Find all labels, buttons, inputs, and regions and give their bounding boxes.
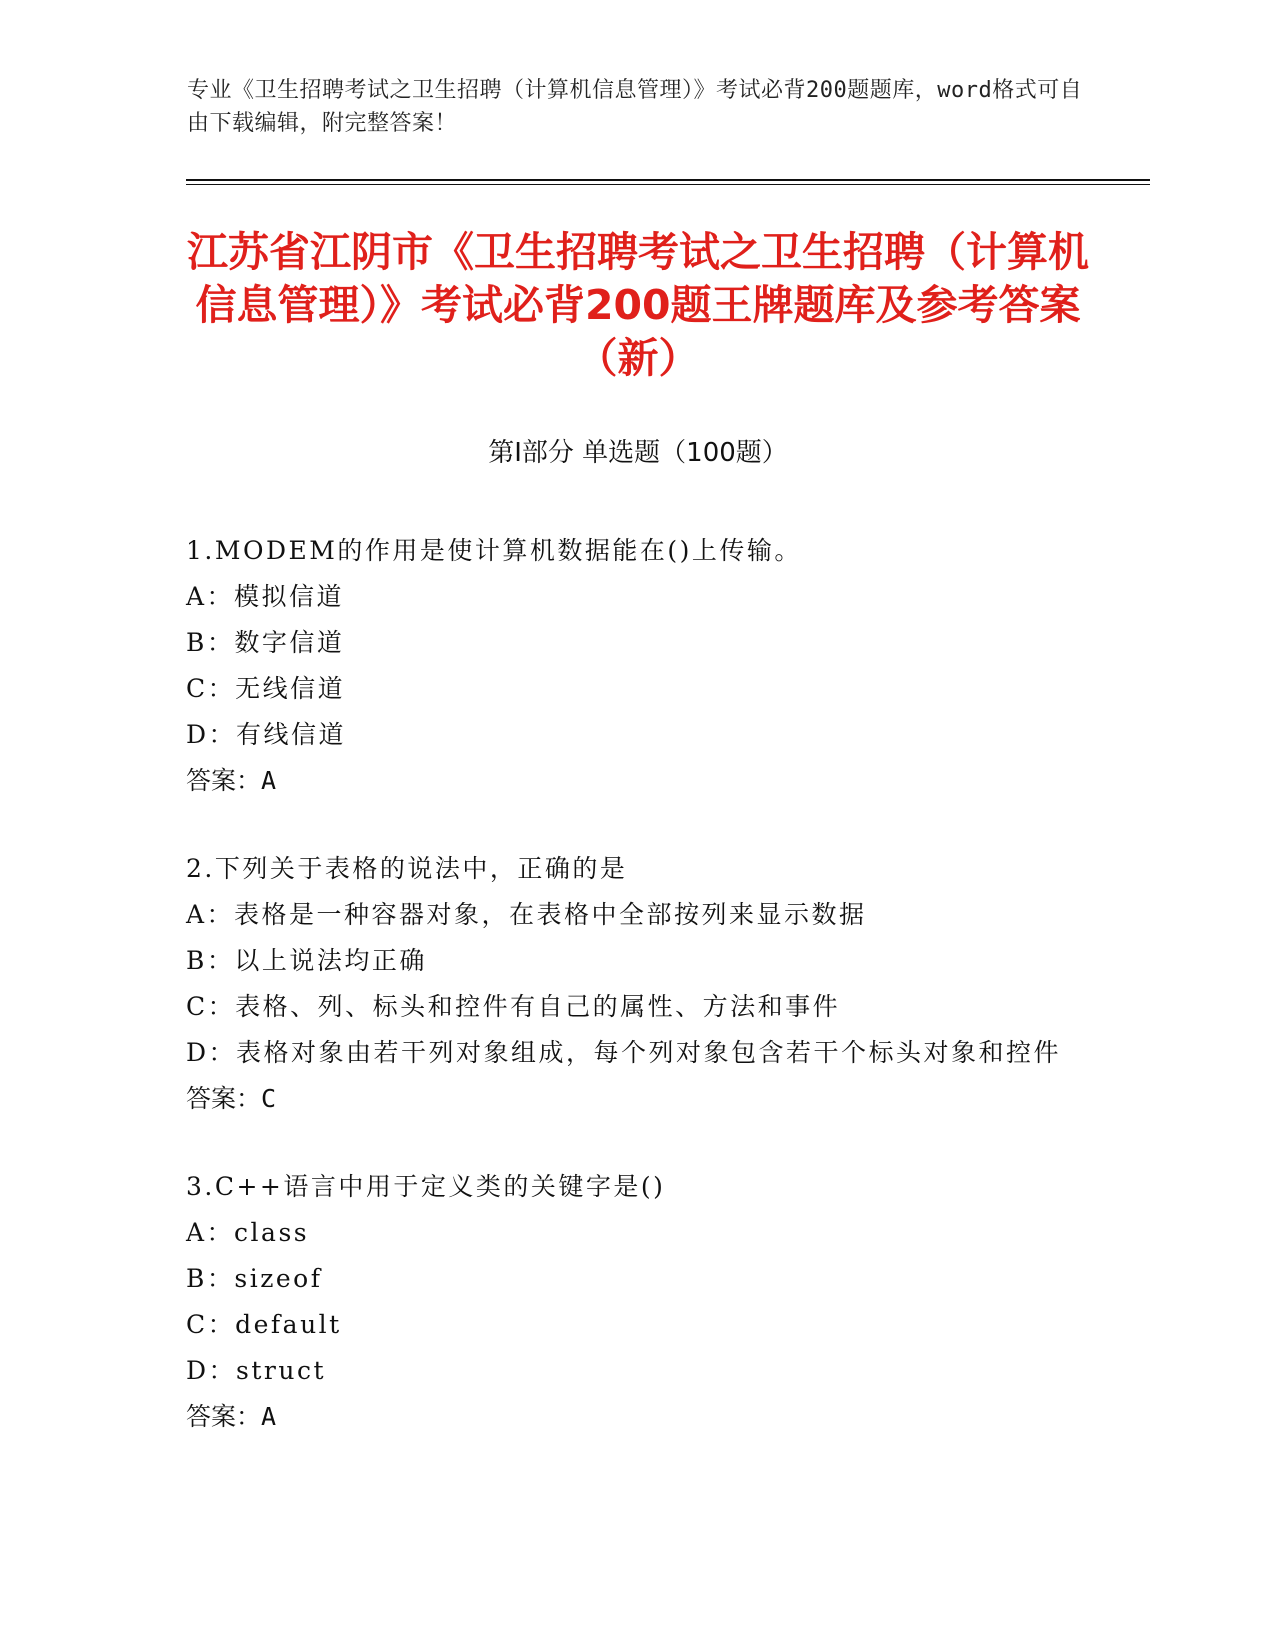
option-b: B：sizeof bbox=[186, 1264, 323, 1293]
option-d: D：表格对象由若干列对象组成，每个列对象包含若干个标头对象和控件 bbox=[186, 1038, 1062, 1067]
option-c: C：无线信道 bbox=[186, 674, 346, 703]
header-rule-thick bbox=[186, 179, 1150, 181]
option-d: D：有线信道 bbox=[186, 720, 347, 749]
question-stem: 2.下列关于表格的说法中，正确的是 bbox=[186, 854, 628, 883]
option-a: A：模拟信道 bbox=[186, 582, 345, 611]
answer-value: C bbox=[261, 1084, 277, 1113]
option-c: C：default bbox=[186, 1310, 342, 1339]
section-title: 第Ⅰ部分 单选题（100题） bbox=[488, 438, 788, 468]
answer-label: 答案： bbox=[186, 1402, 262, 1431]
answer-label: 答案： bbox=[186, 766, 262, 795]
answer-value: A bbox=[261, 1402, 277, 1431]
option-d: D：struct bbox=[186, 1356, 327, 1385]
question-stem: 3.C++语言中用于定义类的关键字是() bbox=[186, 1172, 666, 1201]
header-note: 专业《卫生招聘考试之卫生招聘（计算机信息管理）》考试必背200题题库，word格式可自由下载编辑，附完整答案！ bbox=[187, 78, 1083, 136]
question-1 bbox=[186, 528, 1086, 804]
question-stem: 1.MODEM的作用是使计算机数据能在()上传输。 bbox=[186, 536, 802, 565]
option-a: A：class bbox=[186, 1218, 310, 1247]
option-a: A：表格是一种容器对象，在表格中全部按列来显示数据 bbox=[186, 900, 867, 929]
question-list bbox=[186, 528, 1086, 1482]
option-c: C：表格、列、标头和控件有自己的属性、方法和事件 bbox=[186, 992, 841, 1021]
answer-value: A bbox=[261, 766, 277, 795]
answer-line bbox=[186, 758, 1086, 804]
option-b: B：数字信道 bbox=[186, 628, 345, 657]
answer-line bbox=[186, 1076, 1086, 1122]
option-b: B：以上说法均正确 bbox=[186, 946, 427, 975]
header-rule-thin bbox=[186, 184, 1150, 185]
document-title: 江苏省江阴市《卫生招聘考试之卫生招聘（计算机信息管理）》考试必背200题王牌题库及参考答案（新） bbox=[187, 228, 1089, 382]
question-2 bbox=[186, 846, 1086, 1122]
answer-label: 答案： bbox=[186, 1084, 262, 1113]
question-3 bbox=[186, 1164, 1086, 1440]
answer-line bbox=[186, 1394, 1086, 1440]
